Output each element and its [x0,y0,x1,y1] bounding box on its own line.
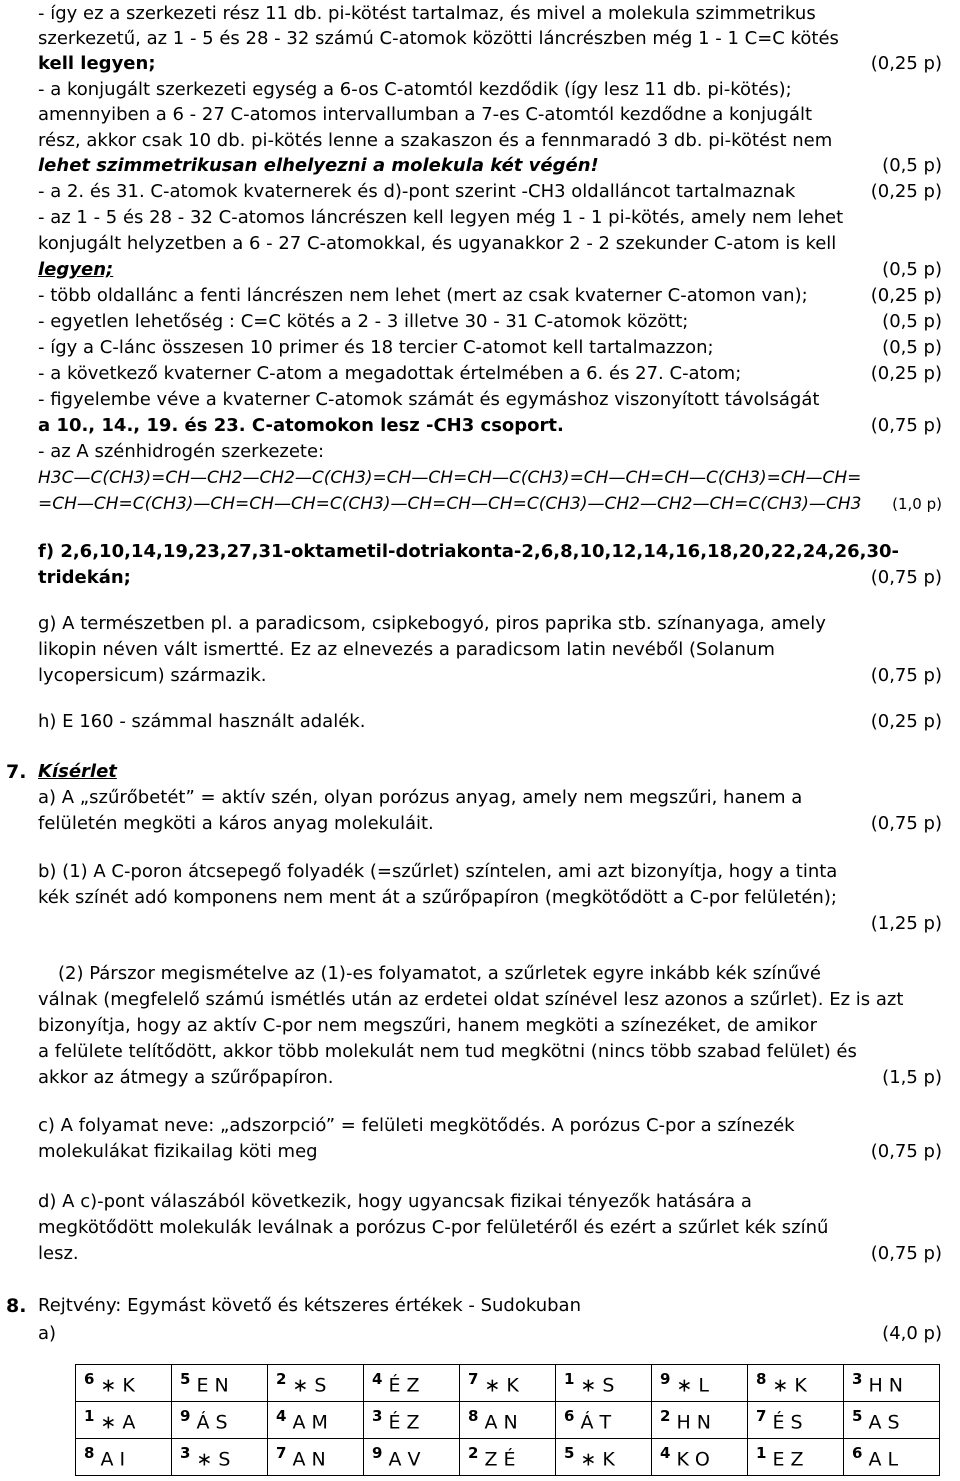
cell-letters: K O [676,1448,710,1471]
score: (0,25 p) [870,711,942,732]
sudoku-cell [748,1365,844,1402]
sudoku-cell [268,1439,364,1476]
text-line: kék színét adó komponens nem ment át a szűrőpapíron (megkötődött a C-por felületén); [38,887,837,908]
cell-letters: ∗ S [196,1448,231,1471]
cell-number: 8 [756,1369,767,1388]
sudoku-cell [844,1402,940,1439]
text-line: - több oldallánc a fenti láncrészen nem lehet (mert az csak kvaterner C-atomon van); [38,285,808,306]
text-line: - a következő kvaterner C-atom a megadottak értelmében a 6. és 27. C-atom; [38,363,742,384]
text-line: b) (1) A C-poron átcsepegő folyadék (=szűrlet) színtelen, ami azt bizonyítja, hogy a tinta [38,861,838,882]
sudoku-cell [652,1402,748,1439]
cell-number: 2 [660,1406,671,1425]
formula-line: H3C—C(CH3)=CH—CH2—CH2—C(CH3)=CH—CH=CH—C(CH3)=CH—CH=CH—C(CH3)=CH—CH= [38,468,862,488]
text-line: amennyiben a 6 - 27 C-atomos intervallumban a 7-es C-atomtól kezdődne a konjugált [38,104,813,125]
text-line: a) A „szűrőbetét” = aktív szén, olyan porózus anyag, amely nem megszűri, hanem a [38,787,803,808]
text-line: molekulákat fizikailag köti meg [38,1141,318,1162]
text-line: d) A c)-pont válaszából következik, hogy ugyancsak fizikai tényezők hatására a [38,1191,752,1212]
text-line: (2) Párszor megismételve az (1)-es folyamatot, a szűrletek egyre inkább kék színűvé [58,963,821,984]
text-line: - a konjugált szerkezeti egység a 6-os C-atomtól kezdődik (így lesz 11 db. pi-kötés); [38,79,792,100]
cell-number: 3 [852,1369,863,1388]
text-line: lycopersicum) származik. [38,665,267,686]
text-line: kell legyen; [38,53,156,74]
score: (1,5 p) [882,1067,942,1088]
cell-letters: ∗ K [100,1374,135,1397]
cell-number: 9 [372,1443,383,1462]
score: (0,25 p) [870,285,942,306]
sudoku-cell [76,1402,172,1439]
text-line: - az 1 - 5 és 28 - 32 C-atomos láncrészen kell legyen még 1 - 1 pi-kötés, amely nem lehet [38,207,844,228]
sudoku-cell [556,1365,652,1402]
sudoku-cell [748,1402,844,1439]
score: (0,25 p) [870,181,942,202]
cell-letters: E N [196,1374,229,1397]
score: (0,75 p) [870,813,942,834]
cell-number: 8 [468,1406,479,1425]
score: (0,75 p) [870,415,942,436]
cell-letters: H N [868,1374,903,1397]
cell-number: 7 [276,1443,287,1462]
sudoku-cell [844,1365,940,1402]
score: (1,0 p) [892,495,942,513]
sudoku-cell [460,1365,556,1402]
score: (0,75 p) [870,567,942,588]
section-title: Rejtvény: Egymást követő és kétszeres értékek - Sudokuban [38,1295,581,1316]
cell-number: 5 [564,1443,575,1462]
cell-number: 3 [180,1443,191,1462]
sudoku-cell [76,1365,172,1402]
section-number: 7. [6,761,27,783]
text-line: g) A természetben pl. a paradicsom, csipkebogyó, piros paprika stb. színanyaga, amely [38,613,826,634]
cell-number: 9 [660,1369,671,1388]
cell-letters: E Z [772,1448,804,1471]
text-line: h) E 160 - számmal használt adalék. [38,711,366,732]
sudoku-row [76,1365,940,1402]
cell-letters: É Z [388,1374,420,1397]
sudoku-cell [268,1365,364,1402]
cell-number: 3 [372,1406,383,1425]
score: (0,25 p) [870,53,942,74]
cell-letters: A S [868,1411,900,1434]
cell-number: 1 [564,1369,575,1388]
cell-letters: A N [484,1411,518,1434]
sudoku-cell [172,1365,268,1402]
cell-number: 8 [84,1443,95,1462]
cell-letters: É Z [388,1411,420,1434]
sudoku-cell [172,1439,268,1476]
sudoku-cell [652,1365,748,1402]
score: (0,5 p) [882,259,942,280]
score: (1,25 p) [870,913,942,934]
sudoku-row [76,1402,940,1439]
cell-letters: A I [100,1448,126,1471]
sudoku-cell [364,1439,460,1476]
text-line: megkötődött molekulák leválnak a porózus C-por felületéről és ezért a szűrlet kék színű [38,1217,829,1238]
text-line: - az A szénhidrogén szerkezete: [38,441,325,462]
text-line: c) A folyamat neve: „adszorpció” = felületi megkötődés. A porózus C-por a színezék [38,1115,795,1136]
text-line: a 10., 14., 19. és 23. C-atomokon lesz -CH3 csoport. [38,415,564,436]
score: (0,75 p) [870,1141,942,1162]
cell-letters: A L [868,1448,899,1471]
sudoku-cell [556,1439,652,1476]
cell-letters: É S [772,1411,803,1434]
score: (0,5 p) [882,337,942,358]
text-line: lesz. [38,1243,79,1264]
cell-number: 4 [372,1369,383,1388]
cell-number: 4 [276,1406,287,1425]
cell-number: 6 [852,1443,863,1462]
sudoku-cell [364,1402,460,1439]
cell-number: 4 [660,1443,671,1462]
sudoku-cell [556,1402,652,1439]
cell-letters: ∗ A [100,1411,136,1434]
text-line: tridekán; [38,567,131,588]
sudoku-cell [460,1439,556,1476]
text-line: - így a C-lánc összesen 10 primer és 18 tercier C-atomot kell tartalmazzon; [38,337,714,358]
sudoku-grid [75,1364,940,1476]
cell-letters: A M [292,1411,328,1434]
text-line: rész, akkor csak 10 db. pi-kötés lenne a szakaszon és a fennmaradó 3 db. pi-kötést nem [38,130,833,151]
sudoku-cell [268,1402,364,1439]
text-line: f) 2,6,10,14,19,23,27,31-oktametil-dotriakonta-2,6,8,10,12,14,16,18,20,22,24,26,30- [38,541,899,562]
text-line: - a 2. és 31. C-atomok kvaternerek és d)-pont szerint -CH3 oldalláncot tartalmaznak [38,181,796,202]
text-line: likopin néven vált ismertté. Ez az elnevezés a paradicsom latin nevéből (Solanum [38,639,775,660]
cell-number: 5 [180,1369,191,1388]
cell-letters: H N [676,1411,711,1434]
sudoku-cell [364,1365,460,1402]
section-number: 8. [6,1295,27,1317]
cell-number: 2 [468,1443,479,1462]
cell-letters: A V [388,1448,421,1471]
cell-number: 1 [84,1406,95,1425]
score: (0,75 p) [870,1243,942,1264]
cell-number: 2 [276,1369,287,1388]
text-line: bizonyítja, hogy az aktív C-por nem megszűri, hanem megköti a színezéket, de amikor [38,1015,817,1036]
score: (0,5 p) [882,311,942,332]
cell-letters: Á T [580,1411,612,1434]
sudoku-cell [76,1439,172,1476]
cell-number: 6 [564,1406,575,1425]
section-title: Kísérlet [38,761,117,782]
text-line: válnak (megfelelő számú ismétlés után az erdetei oldat színével lesz azonos a szűrlet). Ez is azt [38,989,904,1010]
cell-letters: ∗ K [484,1374,519,1397]
cell-letters: ∗ S [580,1374,615,1397]
text-line: szerkezetű, az 1 - 5 és 28 - 32 számú C-atomok közötti láncrészben még 1 - 1 C=C kötés [38,28,839,49]
cell-letters: Á S [196,1411,228,1434]
cell-number: 6 [84,1369,95,1388]
sudoku-cell [748,1439,844,1476]
text-line: a felülete telítődött, akkor több molekulát nem tud megkötni (nincs több szabad felület) és [38,1041,857,1062]
sudoku-row [76,1439,940,1476]
sudoku-cell [460,1402,556,1439]
text-line: - így ez a szerkezeti rész 11 db. pi-kötést tartalmaz, és mivel a molekula szimmetrikus [38,3,816,24]
cell-letters: Z É [484,1448,516,1471]
cell-number: 7 [468,1369,479,1388]
cell-number: 7 [756,1406,767,1425]
score: (4,0 p) [882,1323,942,1344]
text-line: legyen; [38,259,114,280]
cell-number: 9 [180,1406,191,1425]
cell-number: 5 [852,1406,863,1425]
cell-letters: ∗ K [580,1448,615,1471]
cell-letters: A N [292,1448,326,1471]
text-line: felületén megköti a káros anyag molekuláit. [38,813,434,834]
sudoku-cell [172,1402,268,1439]
cell-number: 1 [756,1443,767,1462]
text-line: - figyelembe véve a kvaterner C-atomok számát és egymáshoz viszonyított távolságát [38,389,820,410]
cell-letters: ∗ L [676,1374,709,1397]
text-line: akkor az átmegy a szűrőpapíron. [38,1067,334,1088]
score: (0,25 p) [870,363,942,384]
text-line: - egyetlen lehetőség : C=C kötés a 2 - 3 illetve 30 - 31 C-atomok között; [38,311,689,332]
sudoku-cell [652,1439,748,1476]
cell-letters: ∗ S [292,1374,327,1397]
sudoku-cell [844,1439,940,1476]
score: (0,75 p) [870,665,942,686]
formula-line: =CH—CH=C(CH3)—CH=CH—CH=C(CH3)—CH=CH—CH=C(CH3)—CH2—CH2—CH=C(CH3)—CH3 [38,494,862,514]
text-line: konjugált helyzetben a 6 - 27 C-atomokkal, és ugyanakkor 2 - 2 szekunder C-atom is kell [38,233,837,254]
cell-letters: ∗ K [772,1374,807,1397]
text-line: lehet szimmetrikusan elhelyezni a molekula két végén! [38,155,599,176]
score: (0,5 p) [882,155,942,176]
text-line: a) [38,1323,57,1344]
